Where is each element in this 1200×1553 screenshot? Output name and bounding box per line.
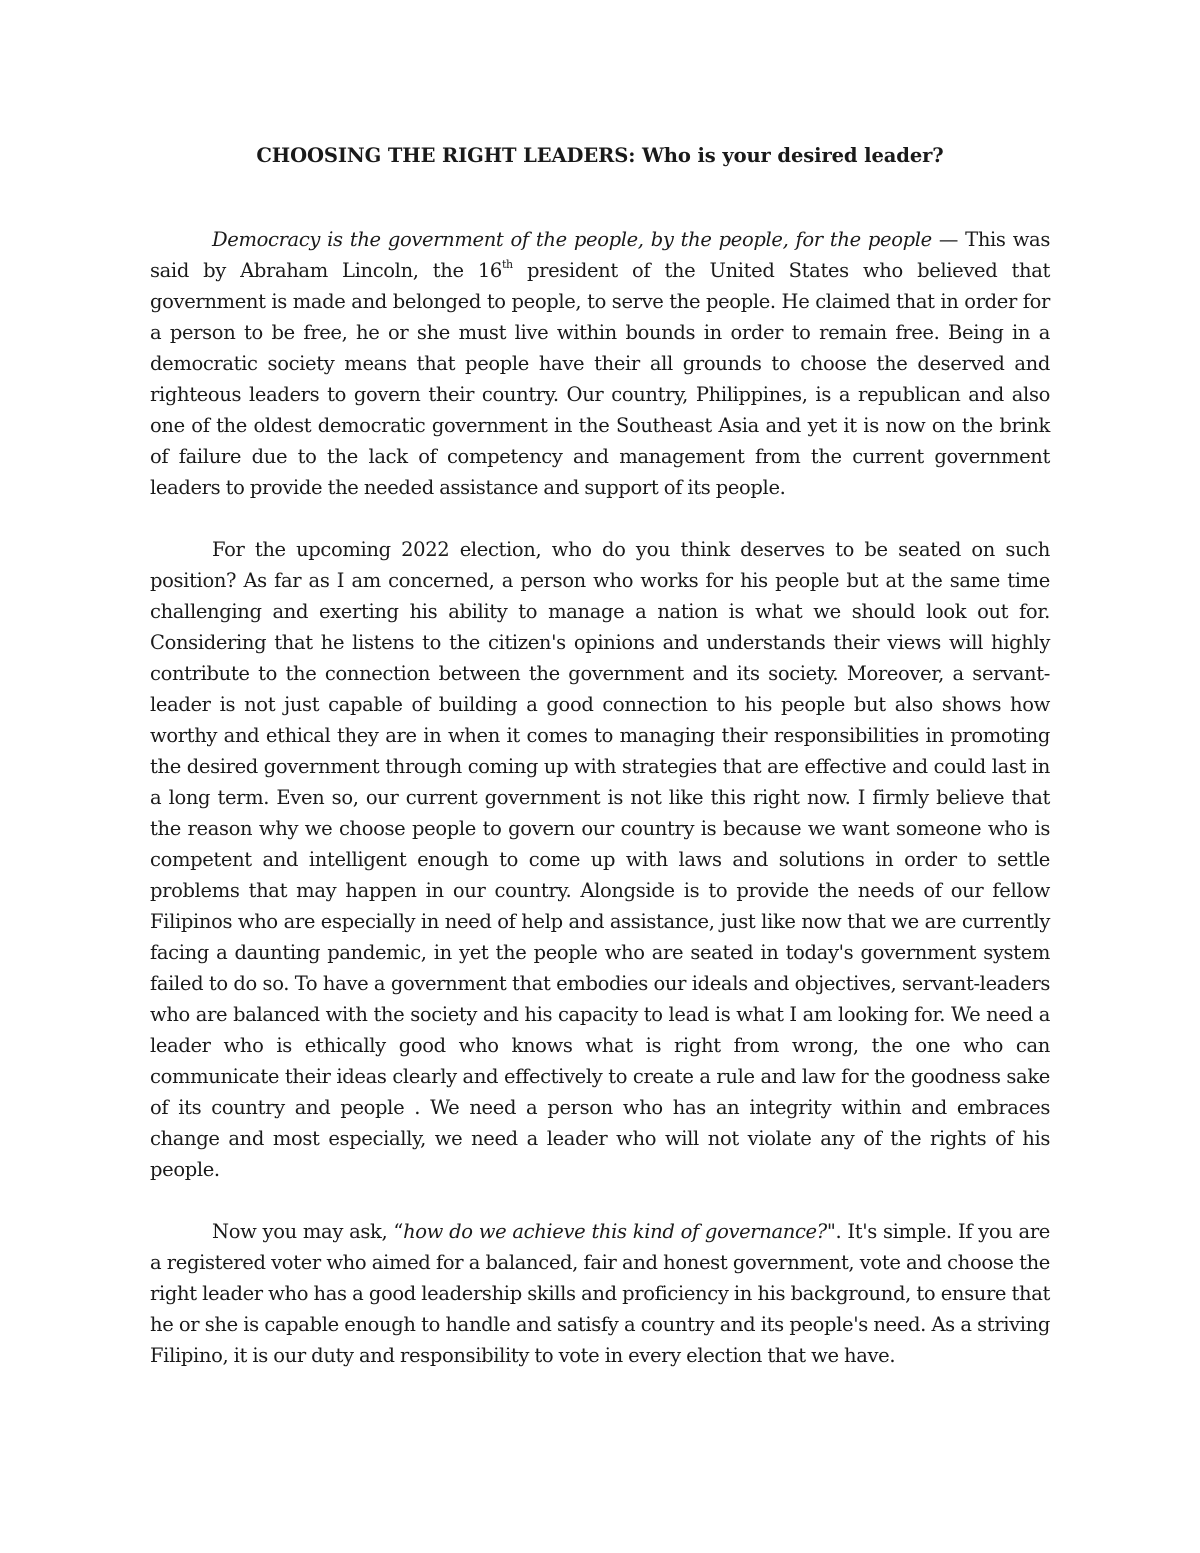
lincoln-quote: Democracy is the government of the people, by the people, for the people [212,228,932,251]
paragraph-2: For the upcoming 2022 election, who do you think deserves to be seated on such position? As far as I am concerned, a person who works for his people but at the same time challenging and exerting his ability to manage a nation is what we should look out for. Considering that he listens to the citizen's opinions and understands their views will highly contribute to the connection between the government and its society. Moreover, a servant-leader is not just capable of building a good connection to his people but also shows how worthy and ethical they are in when it comes to managing their responsibilities in promoting the desired government through coming up with strategies that are effective and could last in a long term. Even so, our current government is not like this right now. I firmly believe that the reason why we choose people to govern our country is because we want someone who is competent and intelligent enough to come up with laws and solutions in order to settle problems that may happen in our country. Alongside is to provide the needs of our fellow Filipinos who are especially in need of help and assistance, just like now that we are currently facing a daunting pandemic, in yet the people who are seated in today's government system failed to do so. To have a government that embodies our ideals and objectives, servant-leaders who are balanced with the society and his capacity to lead is what I am looking for. We need a leader who is ethically good who knows what is right from wrong, the one who can communicate their ideas clearly and effectively to create a rule and law for the goodness sake of its country and people . We need a person who has an integrity within and embraces change and most especially, we need a leader who will not violate any of the rights of his people. [150,538,1050,1181]
paragraph-3 [150,1216,1050,1371]
ordinal-superscript: th [501,258,513,271]
paragraph-1-text-b: president of the United States who believed that government is made and belonged to people, to serve the people. He claimed that in order for a person to be free, he or she must live within bounds in order to remain free. Being in a democratic society means that people have their all grounds to choose the deserved and righteous leaders to govern their country. Our country, Philippines, is a republican and also one of the oldest democratic government in the Southeast Asia and yet it is now on the brink of failure due to the lack of competency and management from the current government leaders to provide the needed assistance and support of its people. [150,259,1050,499]
governance-question: how do we achieve this kind of governance? [403,1220,827,1243]
document-title: CHOOSING THE RIGHT LEADERS: Who is your desired leader? [256,144,944,167]
paragraph-3-text-a: Now you may ask, “ [212,1220,404,1243]
document-body [150,224,1050,1402]
paragraph-1 [150,224,1050,503]
paragraph-3-text-b: ". It's simple. If you are a registered voter who aimed for a balanced, fair and honest government, vote and choose the right leader who has a good leadership skills and proficiency in his background, to ensure that he or she is capable enough to handle and satisfy a country and its people's need. As a striving Filipino, it is our duty and responsibility to vote in every election that we have. [150,1220,1050,1367]
paragraph-1-text-a: — This was said by Abraham Lincoln, the 16 [150,228,1050,282]
